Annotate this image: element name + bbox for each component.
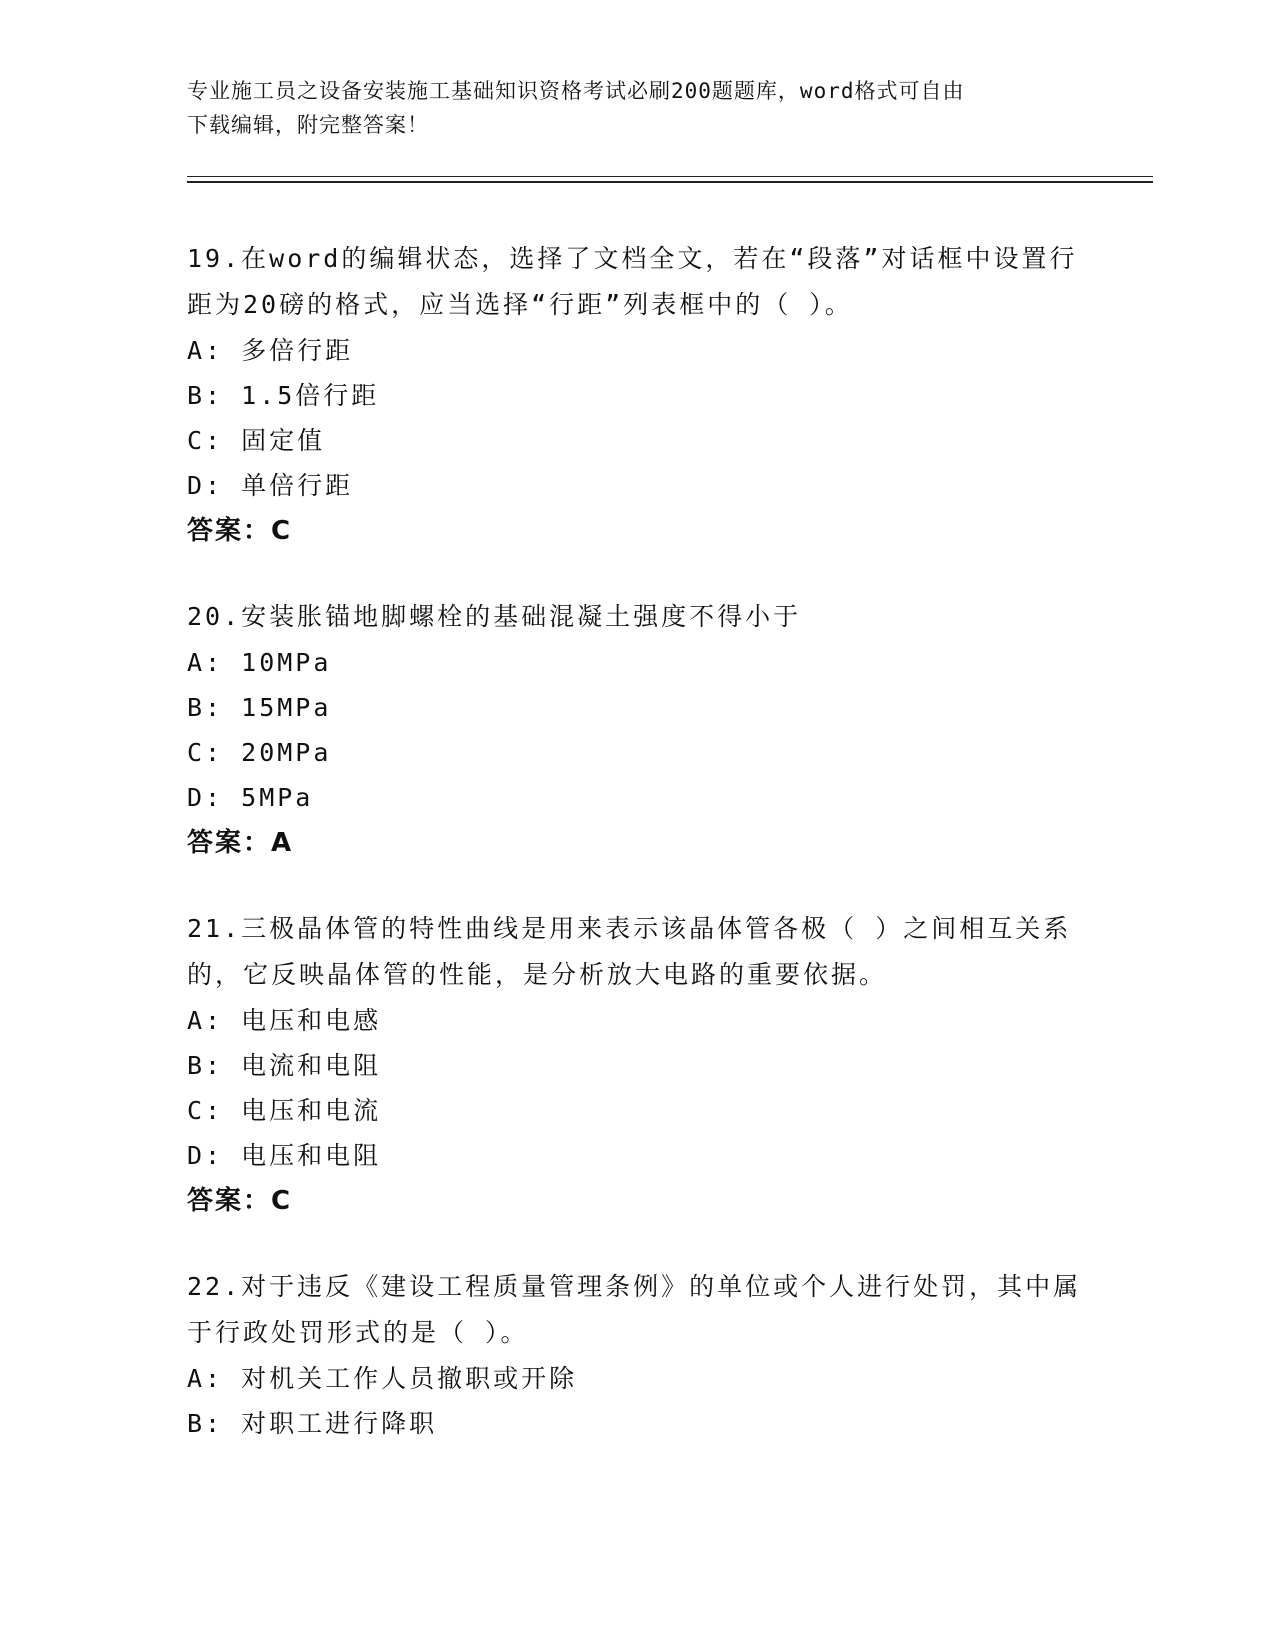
question-text: 21.三极晶体管的特性曲线是用来表示该晶体管各极（ ）之间相互关系的，它反映晶体管的性能，是分析放大电路的重要依据。	[187, 914, 1072, 989]
header-line-2: 下载编辑，附完整答案！	[187, 113, 429, 137]
option-c: C: 固定值	[187, 426, 326, 455]
header-divider-bottom	[187, 181, 1153, 183]
question-text: 19.在word的编辑状态，选择了文档全文，若在“段落”对话框中设置行距为20磅的格式，应当选择“行距”列表框中的（ ）。	[187, 244, 1078, 319]
option-a: A: 10MPa	[187, 648, 332, 677]
option-b: B: 对职工进行降职	[187, 1409, 438, 1438]
question-text: 20.安装胀锚地脚螺栓的基础混凝土强度不得小于	[187, 602, 802, 631]
option-d: D: 5MPa	[187, 783, 314, 812]
question-19	[187, 236, 1087, 554]
option-a: A: 多倍行距	[187, 336, 354, 365]
answer-label: 答案：A	[187, 828, 294, 858]
option-d: D: 电压和电阻	[187, 1141, 382, 1170]
option-d: D: 单倍行距	[187, 471, 354, 500]
question-21	[187, 906, 1087, 1224]
option-c: C: 电压和电流	[187, 1096, 382, 1125]
question-20	[187, 594, 1087, 866]
question-text: 22.对于违反《建设工程质量管理条例》的单位或个人进行处罚，其中属于行政处罚形式的是（ ）。	[187, 1272, 1082, 1347]
document-header	[187, 74, 1067, 142]
header-divider-top	[187, 176, 1153, 177]
answer-label: 答案：C	[187, 516, 293, 546]
header-line-1: 专业施工员之设备安装施工基础知识资格考试必刷200题题库，word格式可自由	[187, 79, 965, 103]
option-c: C: 20MPa	[187, 738, 332, 767]
option-b: B: 电流和电阻	[187, 1051, 382, 1080]
question-22	[187, 1264, 1087, 1446]
question-list	[187, 236, 1087, 1486]
option-b: B: 15MPa	[187, 693, 332, 722]
option-a: A: 电压和电感	[187, 1006, 382, 1035]
option-b: B: 1.5倍行距	[187, 381, 380, 410]
answer-label: 答案：C	[187, 1186, 293, 1216]
option-a: A: 对机关工作人员撤职或开除	[187, 1364, 578, 1393]
